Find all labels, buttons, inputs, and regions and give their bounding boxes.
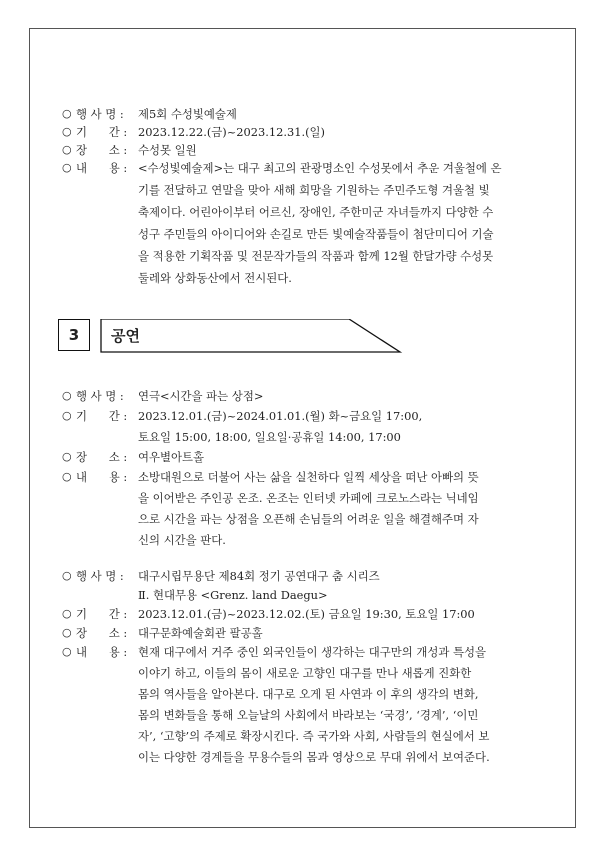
name-label: 행 사 명 : (76, 389, 124, 403)
period-label: 기 간 : (76, 125, 128, 139)
bullet-icon: ○ (62, 470, 72, 483)
section-title-box (100, 319, 405, 353)
content-line: 둘레와 상화동산에서 전시된다. (138, 271, 292, 285)
content-line: 현재 대구에서 거주 중인 외국인들이 생각하는 대구만의 개성과 특성을 (138, 645, 487, 659)
content-line: 몸의 역사들을 알아본다. 대구로 오게 된 사연과 이 후의 생각의 변화, (138, 687, 479, 701)
event-period: 2023.12.01.(금)~2024.01.01.(월) 화~금요일 17:00, (138, 409, 423, 423)
bullet-icon: ○ (62, 389, 72, 402)
venue-label: 장 소 : (76, 450, 128, 464)
content-line: 이는 다양한 경계들을 무용수들의 몸과 영상으로 무대 위에서 보여준다. (138, 750, 490, 764)
content-line: 축제이다. 어린아이부터 어르신, 장애인, 주한미군 자녀들까지 다양한 수 (138, 205, 494, 219)
bullet-icon: ○ (62, 143, 72, 156)
event-name: 대구시립무용단 제84회 정기 공연대구 춤 시리즈 (138, 569, 380, 583)
period-label: 기 간 : (76, 607, 128, 621)
section-number: 3 (58, 319, 90, 351)
bullet-icon: ○ (62, 409, 72, 422)
content-line: 몸의 변화들을 통해 오늘날의 사회에서 바라보는 ‘국경’, ‘경계’, ‘이민 (138, 708, 479, 722)
event-period-line2: 토요일 15:00, 18:00, 일요일·공휴일 14:00, 17:00 (138, 430, 401, 444)
bullet-icon: ○ (62, 645, 72, 658)
event-name: 제5회 수성빛예술제 (138, 107, 237, 121)
bullet-icon: ○ (62, 450, 72, 463)
event-venue: 여우별아트홀 (138, 450, 205, 464)
content-label: 내 용 : (76, 161, 128, 175)
content-line: 성구 주민들의 아이디어와 손길로 만든 빛예술작품들이 첨단미디어 기술 (138, 227, 494, 241)
period-label: 기 간 : (76, 409, 128, 423)
event-period: 2023.12.22.(금)~2023.12.31.(일) (138, 125, 326, 139)
name-label: 행 사 명 : (76, 107, 124, 121)
content-label: 내 용 : (76, 645, 128, 659)
venue-label: 장 소 : (76, 143, 128, 157)
event-venue: 수성못 일원 (138, 143, 197, 157)
event-venue: 대구문화예술회관 팔공홀 (138, 626, 263, 640)
content-line: 이야기 하고, 이들의 몸이 새로운 고향인 대구를 만나 새롭게 진화한 (138, 666, 472, 680)
section-title: 공연 (111, 327, 140, 345)
content-line: 을 적용한 기획작품 및 전문작가들의 작품과 함께 12월 한달가량 수성못 (138, 249, 494, 263)
bullet-icon: ○ (62, 607, 72, 620)
content-line: 으로 시간을 파는 상점을 오픈해 손님들의 어려운 일을 해결해주며 자 (138, 512, 479, 526)
content-line: 소방대원으로 더불어 사는 삶을 실천하다 일찍 세상을 떠난 아빠의 뜻 (138, 470, 479, 484)
content-line: 을 이어받은 주인공 온조. 온조는 인터넷 카페에 크로노스라는 닉네임 (138, 491, 479, 505)
content-line: 자’, ‘고향’의 주제로 확장시킨다. 즉 국가와 사회, 사람들의 현실에서 보 (138, 729, 490, 743)
section-header (50, 319, 360, 353)
content-line: 신의 시간을 판다. (138, 533, 226, 547)
event-period: 2023.12.01.(금)~2023.12.02.(토) 금요일 19:30, 토요일 17:00 (138, 607, 475, 621)
bullet-icon: ○ (62, 626, 72, 639)
bullet-icon: ○ (62, 125, 72, 138)
content-line: 기를 전달하고 연말을 맞아 새해 희망을 기원하는 주민주도형 겨울철 빛 (138, 183, 490, 197)
content-label: 내 용 : (76, 470, 128, 484)
bullet-icon: ○ (62, 107, 72, 120)
content-line: <수성빛예술제>는 대구 최고의 관광명소인 수성못에서 추운 겨울철에 온 (138, 161, 502, 175)
venue-label: 장 소 : (76, 626, 128, 640)
bullet-icon: ○ (62, 569, 72, 582)
name-label: 행 사 명 : (76, 569, 124, 583)
event-name-line2: Ⅱ. 현대무용 <Grenz. land Daegu> (138, 588, 328, 602)
bullet-icon: ○ (62, 161, 72, 174)
event-name: 연극<시간을 파는 상점> (138, 389, 264, 403)
